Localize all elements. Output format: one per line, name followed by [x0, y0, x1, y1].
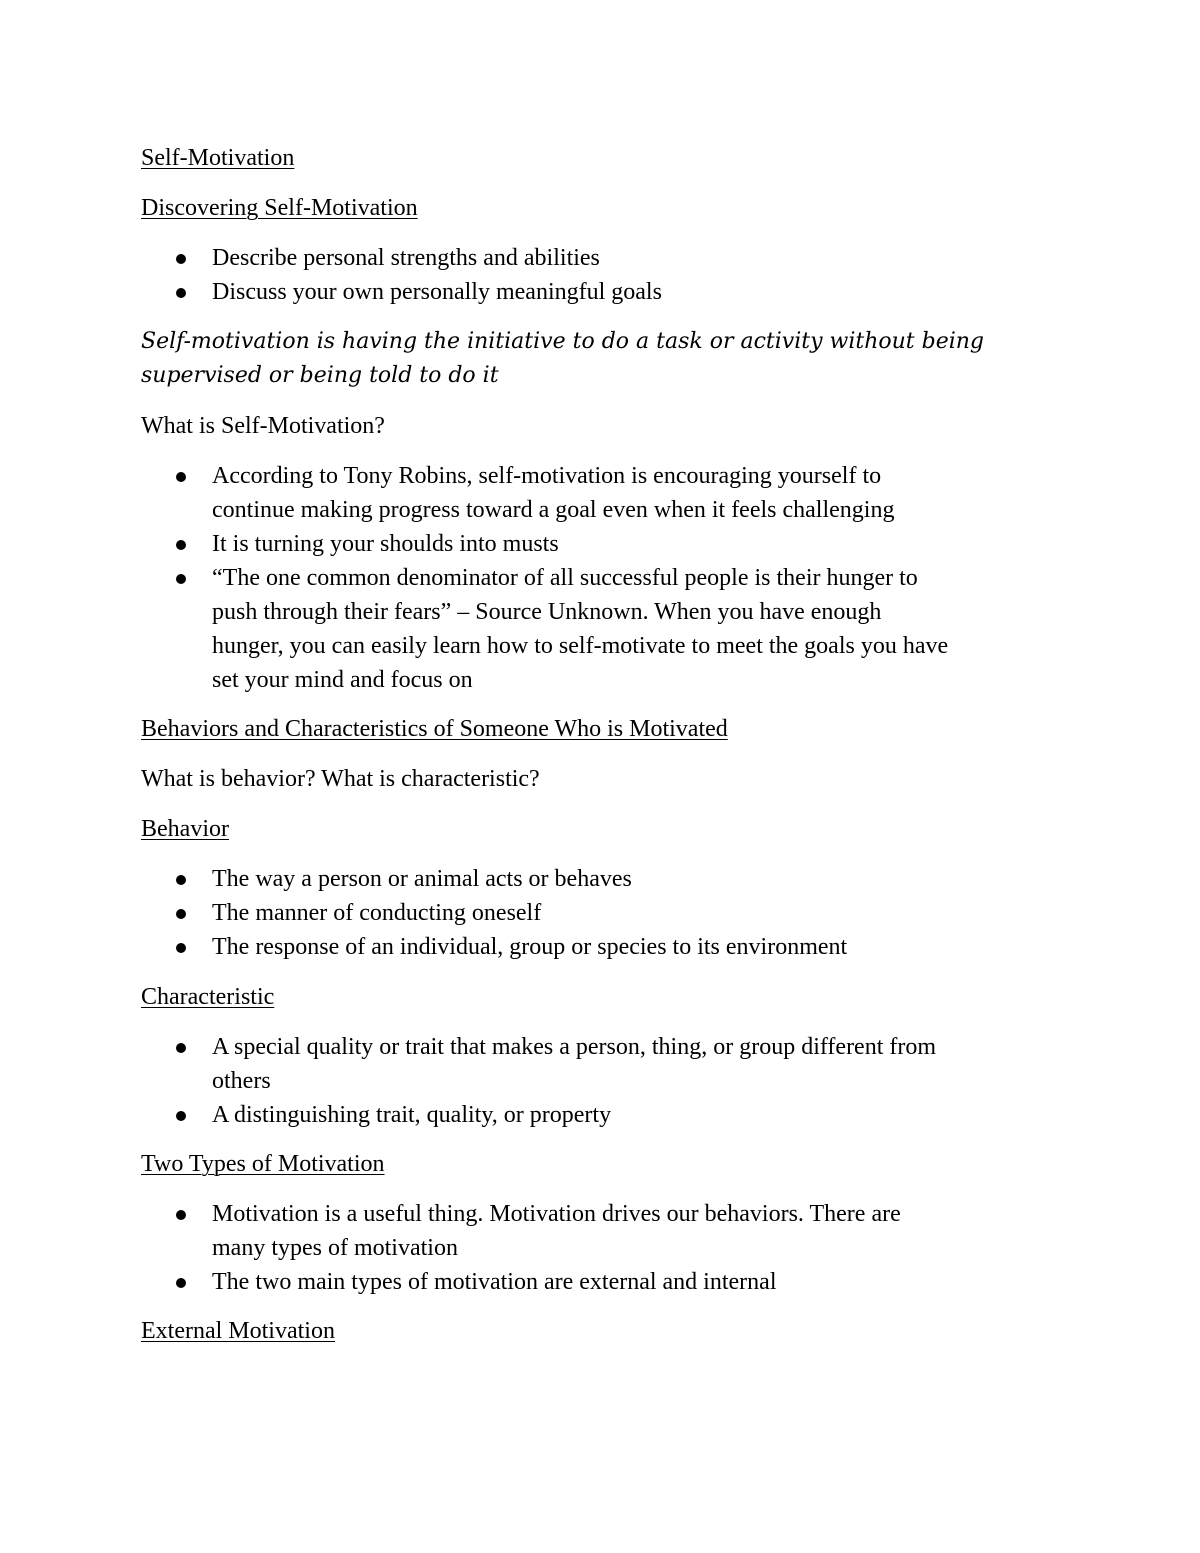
list-item: The response of an individual, group or species to its environment	[212, 934, 848, 960]
bullet-icon	[176, 540, 186, 550]
list-item: Motivation is a useful thing. Motivation drives our behaviors. There are	[212, 1201, 901, 1227]
bullet-icon	[176, 574, 186, 584]
bullet-icon	[176, 1111, 186, 1121]
bullet-icon	[176, 909, 186, 919]
list-item-continuation: push through their fears” – Source Unknown. When you have enough	[212, 599, 882, 625]
question-behavior: What is behavior? What is characteristic?	[141, 766, 540, 792]
list-item: “The one common denominator of all successful people is their hunger to	[212, 565, 918, 591]
bullet-icon	[176, 1043, 186, 1053]
list-item: A distinguishing trait, quality, or property	[212, 1102, 612, 1128]
bullet-icon	[176, 943, 186, 953]
list-item: The two main types of motivation are external and internal	[212, 1269, 777, 1295]
definition-line: supervised or being told to do it	[141, 363, 499, 388]
bullet-icon	[176, 472, 186, 482]
list-item-continuation: hunger, you can easily learn how to self-motivate to meet the goals you have	[212, 633, 949, 659]
section-heading-discovering: Discovering Self-Motivation	[141, 195, 418, 221]
page-title: Self-Motivation	[141, 145, 295, 171]
list-item: Discuss your own personally meaningful goals	[212, 279, 662, 305]
list-item: The manner of conducting oneself	[212, 900, 542, 926]
question-what-is: What is Self-Motivation?	[141, 413, 385, 439]
bullet-icon	[176, 875, 186, 885]
bullet-icon	[176, 288, 186, 298]
list-item: It is turning your shoulds into musts	[212, 531, 559, 557]
bullet-icon	[176, 254, 186, 264]
section-heading-two-types: Two Types of Motivation	[141, 1151, 385, 1177]
bullet-icon	[176, 1210, 186, 1220]
definition-line: Self-motivation is having the initiative to do a task or activity without being	[141, 329, 985, 354]
bullet-icon	[176, 1278, 186, 1288]
list-item-continuation: continue making progress toward a goal even when it feels challenging	[212, 497, 895, 523]
list-item: Describe personal strengths and abilities	[212, 245, 600, 271]
list-item-continuation: others	[212, 1068, 271, 1094]
section-heading-behaviors: Behaviors and Characteristics of Someone Who is Motivated	[141, 716, 728, 742]
section-heading-behavior: Behavior	[141, 816, 229, 842]
section-heading-characteristic: Characteristic	[141, 984, 275, 1010]
list-item-continuation: many types of motivation	[212, 1235, 458, 1261]
section-heading-external: External Motivation	[141, 1318, 335, 1344]
list-item: According to Tony Robins, self-motivation is encouraging yourself to	[212, 463, 882, 489]
list-item-continuation: set your mind and focus on	[212, 667, 473, 693]
list-item: The way a person or animal acts or behaves	[212, 866, 632, 892]
list-item: A special quality or trait that makes a person, thing, or group different from	[212, 1034, 937, 1060]
